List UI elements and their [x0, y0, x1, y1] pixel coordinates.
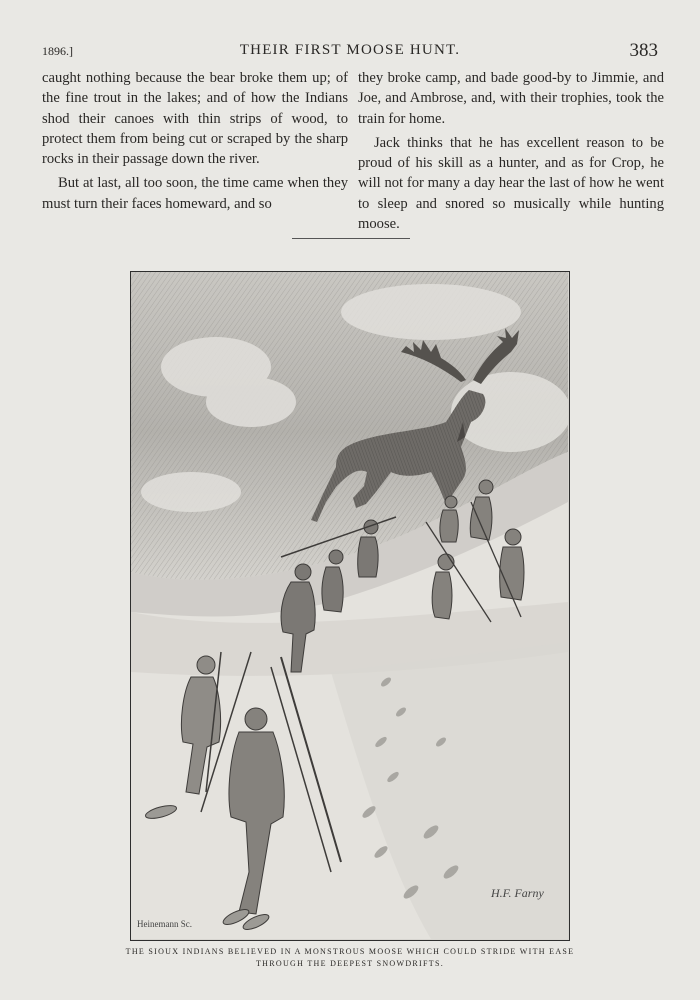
running-title: THEIR FIRST MOOSE HUNT.	[239, 42, 461, 58]
paragraph: Jack thinks that he has excellent reason to be proud of his skill as a hunter, and as for Crop, he will not for many a day hear the last of how he went to sleep and snored so musically while hunting moose.	[358, 134, 664, 233]
page-number: 383	[629, 40, 658, 61]
moose-hunt-engraving	[130, 271, 570, 941]
artist-signature: H.F. Farny	[491, 886, 544, 900]
paragraph: But at last, all too soon, the time came when they must turn their faces homeward, and so	[42, 175, 348, 212]
issue-date: 1896.]	[42, 44, 73, 58]
text-column-left	[42, 68, 348, 214]
running-header	[42, 40, 658, 64]
caption-line-1: THE SIOUX INDIANS BELIEVED IN A MONSTROUS MOOSE WHICH COULD STRIDE WITH EASE	[125, 947, 575, 956]
caption-line-2: THROUGH THE DEEPEST SNOWDRIFTS.	[255, 959, 444, 968]
paragraph: caught nothing because the bear broke them up; of the fine trout in the lakes; and of how the Indians shod their canoes with thin strips of wood, to protect them from being cut or scraped by the sharp rocks in their passage down the river.	[42, 70, 348, 168]
text-column-right	[358, 68, 664, 234]
engraving-drawing	[131, 272, 568, 939]
figure-caption	[110, 946, 590, 970]
paragraph: they broke camp, and bade good-by to Jimmie, and Joe, and Ambrose, and, with their trophies, took the train for home.	[358, 70, 664, 127]
engraver-signature: Heinemann Sc.	[137, 919, 192, 929]
section-divider	[292, 238, 410, 239]
